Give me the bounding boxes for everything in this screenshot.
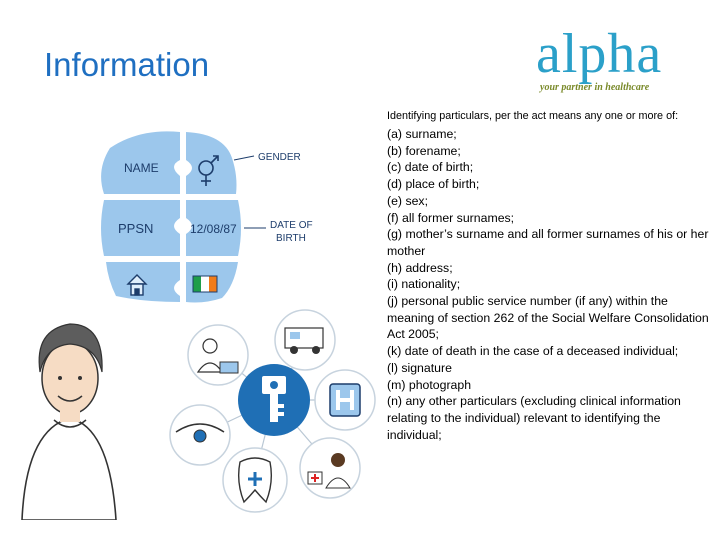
particular-item: (i) nationality; [387,277,461,292]
particular-item: (m) photograph [387,377,472,392]
date-of-birth-caption-1: DATE OF [270,220,313,231]
particular-item: (h) address; [387,260,453,275]
gender-pointer [234,156,254,160]
puzzle-name-label: NAME [124,161,159,175]
hospital-icon [315,370,375,430]
particular-item: (f) all former surnames; [387,210,515,225]
particular-item: (e) sex; [387,193,428,208]
particular-item: (d) place of birth; [387,177,480,192]
puzzle-ppsn-label: PPSN [118,221,154,236]
eye-icon [170,405,230,465]
particular-item: (c) date of birth; [387,160,474,175]
key-icon [238,364,310,436]
identifying-particulars [387,108,712,443]
particular-item: (n) any other particulars (excluding clinical information relating to the individual) relevant to identifying the individual; [387,394,681,442]
particular-item: (b) forename; [387,143,461,158]
particular-item: (a) surname; [387,127,457,141]
logo-tagline: your partner in healthcare [540,82,650,93]
particular-item: (g) mother’s surname and all former surnames of his or her mother [387,227,709,258]
tooth-icon [223,448,287,512]
puzzle-date-label: 12/08/87 [190,222,237,236]
medical-kit-icon [300,438,360,498]
particular-item: (l) signature [387,360,452,375]
irish-flag-icon [193,276,217,292]
particular-item: (j) personal public service number (if any) within the meaning of section 262 of the Social Welfare Consolidation Act 2005; [387,294,709,342]
person-icon [22,324,116,520]
doctor-at-laptop-icon [188,325,248,385]
slide-title: Information [44,46,210,83]
identity-illustration [0,110,380,520]
gender-caption: GENDER [258,152,301,163]
ambulance-icon [275,310,335,370]
date-of-birth-caption-2: BIRTH [276,233,306,244]
puzzle-pieces [101,131,241,302]
logo-wordmark: alpha [536,23,663,85]
particulars-intro: Identifying particulars, per the act means any one or more of: [387,110,679,122]
alpha-logo [536,23,686,96]
particular-item: (k) date of death in the case of a deceased individual; [387,344,679,359]
